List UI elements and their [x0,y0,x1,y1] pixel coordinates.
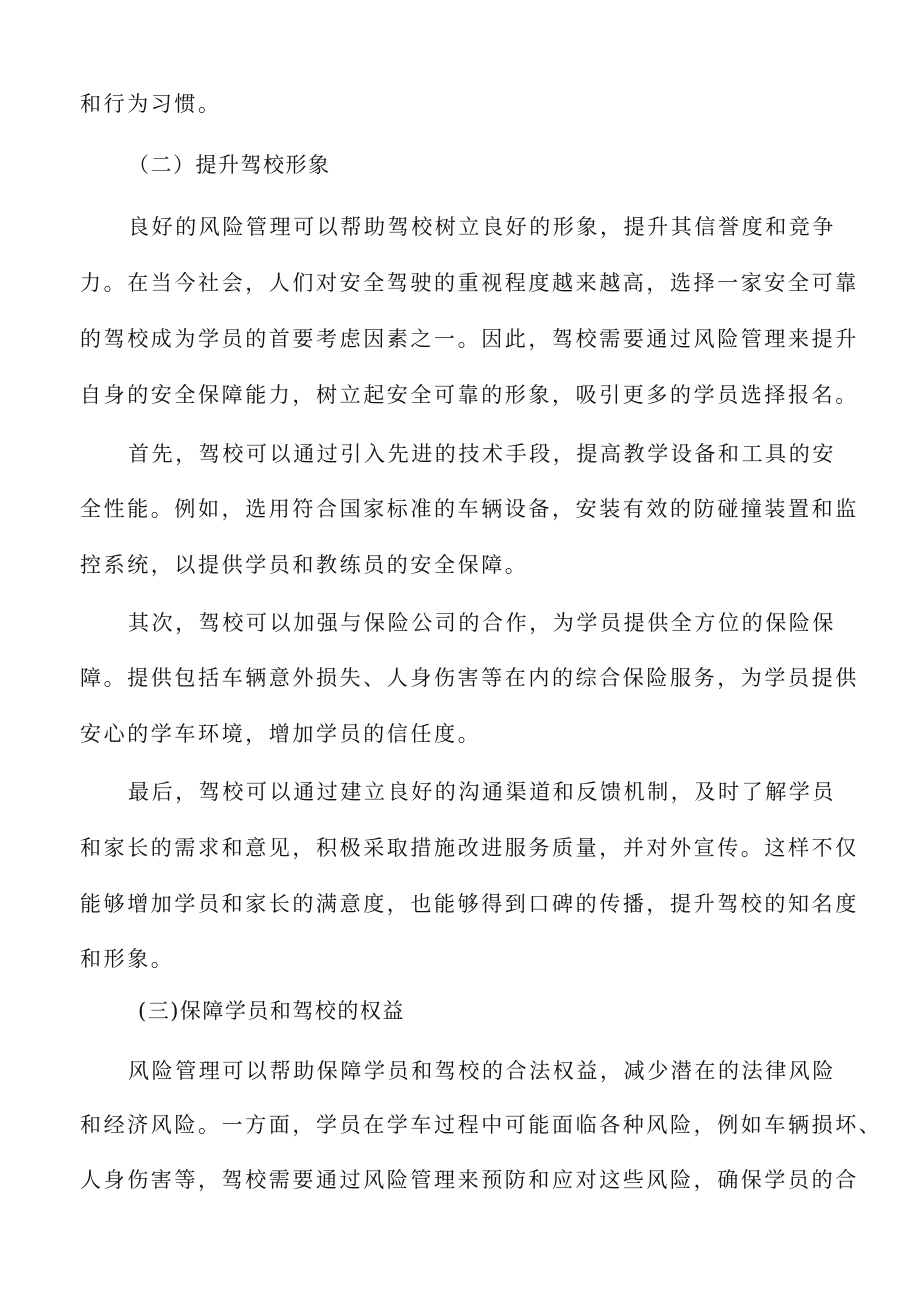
paragraph-line: 和家长的需求和意见，积极采取措施改进服务质量，并对外宣传。这样不仅 [80,836,859,860]
paragraph-line: 人身伤害等，驾校需要通过风险管理来预防和应对这些风险，确保学员的合 [80,1168,859,1192]
paragraph-line: 和经济风险。一方面，学员在学车过程中可能面临各种风险，例如车辆损坏、 [80,1113,883,1137]
paragraph-line: 风险管理可以帮助保障学员和驾校的合法权益，减少潜在的法律风险 [128,1059,836,1083]
paragraph-line: 安心的学车环境，增加学员的信任度。 [80,722,482,746]
paragraph-line: 和形象。 [80,947,175,971]
paragraph-line: 能够增加学员和家长的满意度，也能够得到口碑的传播，提升驾校的知名度 [80,892,859,916]
paragraph-line: 首先，驾校可以通过引入先进的技术手段，提高教学设备和工具的安 [128,442,836,466]
paragraph-line: 控系统，以提供学员和教练员的安全保障。 [80,553,529,577]
paragraph-line: 和行为习惯。 [80,92,222,116]
paragraph-line: 最后，驾校可以通过建立良好的沟通渠道和反馈机制，及时了解学员 [128,780,836,804]
paragraph-line: 力。在当今社会，人们对安全驾驶的重视程度越来越高，选择一家安全可靠 [80,271,859,295]
section-heading: （二）提升驾校形象 [128,153,331,177]
paragraph-line: 全性能。例如，选用符合国家标准的车辆设备，安装有效的防碰撞装置和监 [80,497,859,521]
paragraph-line: 障。提供包括车辆意外损失、人身伤害等在内的综合保险服务，为学员提供 [80,666,859,690]
paragraph-line: 良好的风险管理可以帮助驾校树立良好的形象，提升其信誉度和竞争 [128,215,836,239]
section-heading: (三)保障学员和驾校的权益 [138,999,405,1023]
paragraph-line: 自身的安全保障能力，树立起安全可靠的形象，吸引更多的学员选择报名。 [80,383,859,407]
paragraph-line: 的驾校成为学员的首要考虑因素之一。因此，驾校需要通过风险管理来提升 [80,327,859,351]
paragraph-line: 其次，驾校可以加强与保险公司的合作，为学员提供全方位的保险保 [128,611,836,635]
